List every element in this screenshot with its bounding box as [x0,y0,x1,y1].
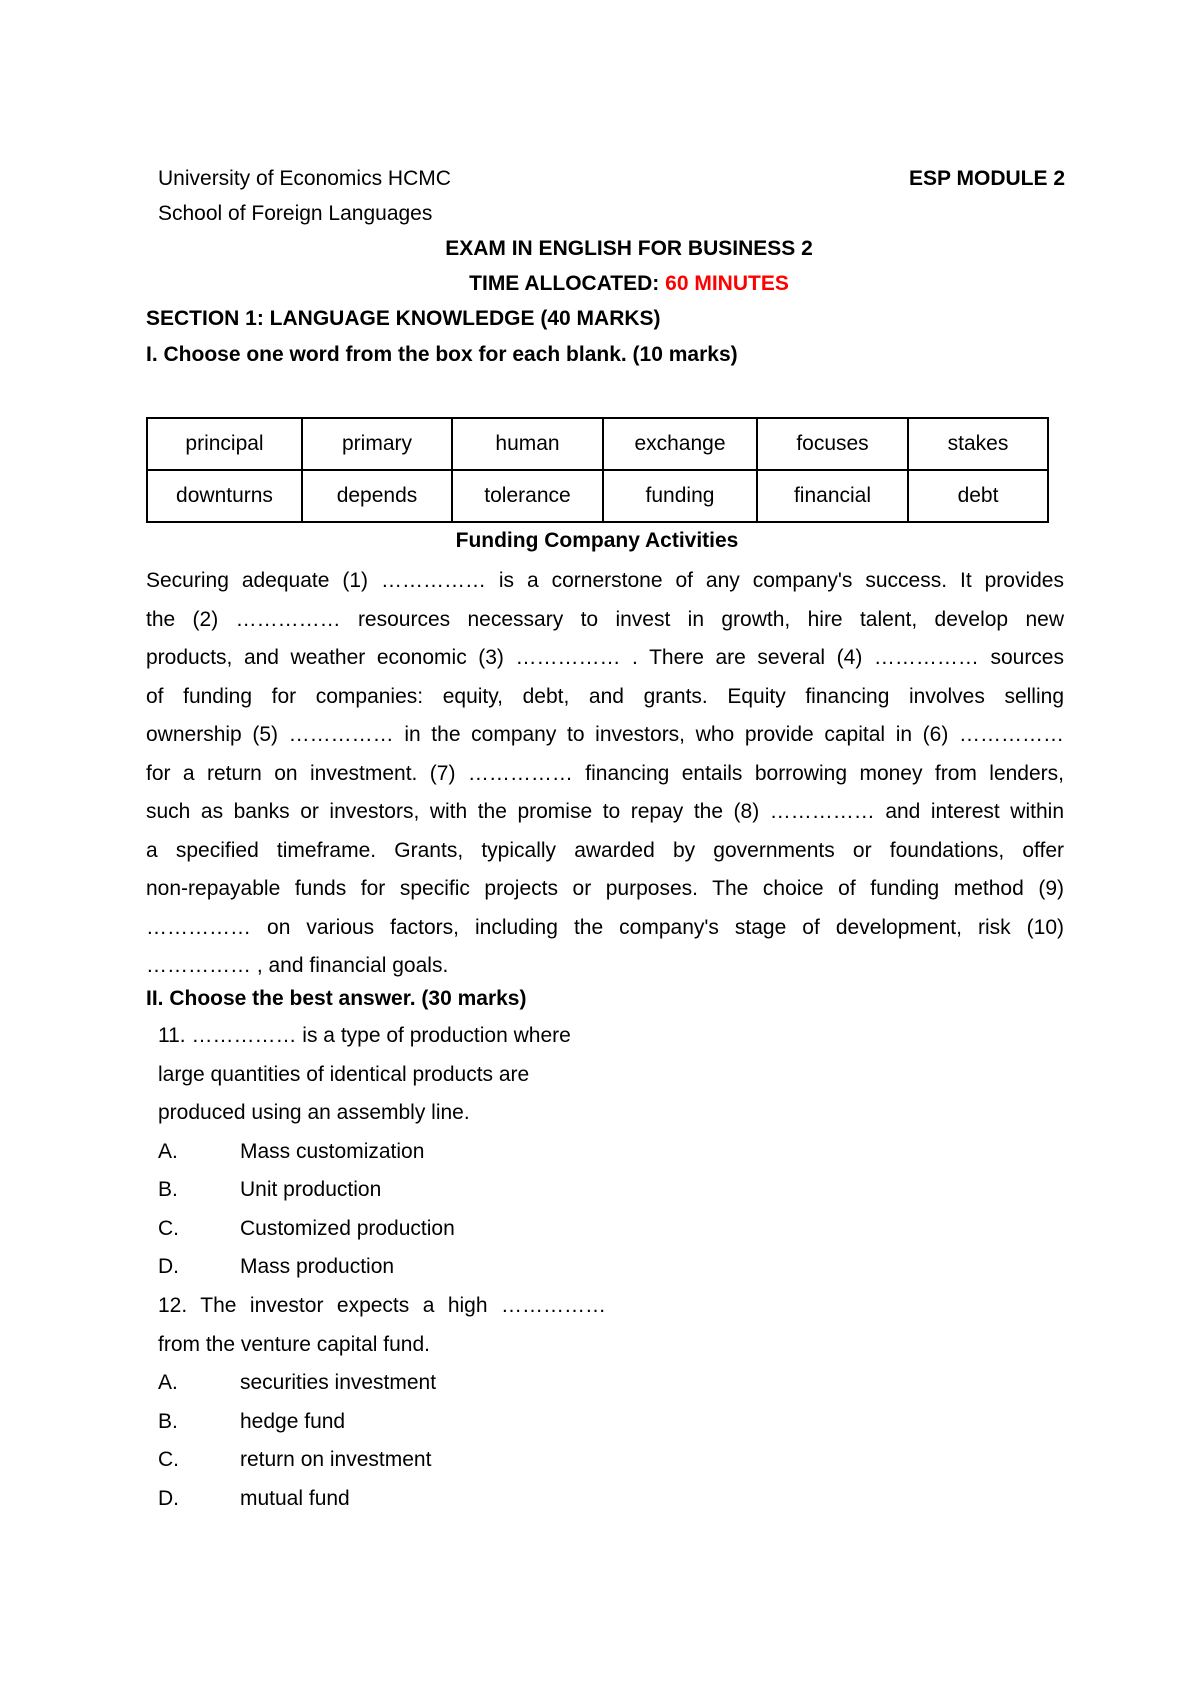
option-letter: C. [158,1216,179,1240]
option-letter: D. [158,1486,179,1510]
passage-line: such as banks or investors, with the promise to repay the (8) …………… and interest within [146,800,1064,823]
option-text: return on investment [240,1448,432,1471]
question-line: 11. …………… is a type of production where [158,1024,571,1047]
question-line: 12. The investor expects a high …………… [158,1294,606,1317]
option-text: Mass production [240,1255,395,1278]
option-letter: D. [158,1255,179,1278]
answer-option[interactable] [158,1403,618,1442]
passage [146,562,1064,986]
school-name: School of Foreign Languages [158,202,433,225]
word-cell: depends [302,470,452,522]
passage-title: Funding Company Activities [455,529,739,552]
word-cell: human [452,418,603,470]
option-text: Mass customization [240,1139,425,1163]
answer-option[interactable] [158,1248,618,1287]
option-letter: B. [158,1178,178,1201]
answer-option[interactable] [158,1441,618,1480]
time-label: TIME ALLOCATED: [469,272,666,295]
option-text: Unit production [240,1178,382,1201]
answer-option[interactable] [158,1171,618,1210]
part1-title: I. Choose one word from the box for each blank. (10 marks) [146,343,738,366]
answer-option[interactable] [158,1480,618,1519]
question-line: large quantities of identical products are [158,1062,530,1086]
answer-option[interactable] [158,1364,618,1403]
word-cell: downturns [147,470,302,522]
option-letter: A. [158,1371,178,1394]
word-cell: primary [302,418,452,470]
word-cell: funding [603,470,757,522]
option-text: securities investment [240,1371,437,1394]
option-text: hedge fund [240,1409,346,1433]
answer-option[interactable] [158,1133,618,1172]
passage-line: ownership (5) …………… in the company to investors, who provide capital in (6) …………… [146,723,1064,746]
answer-option[interactable] [158,1210,618,1249]
word-cell: principal [147,418,302,470]
word-box-row [147,470,1048,522]
word-cell: stakes [908,418,1048,470]
section-title: SECTION 1: LANGUAGE KNOWLEDGE (40 MARKS) [146,307,661,330]
exam-title: EXAM IN ENGLISH FOR BUSINESS 2 [445,237,813,260]
question-11 [158,1017,618,1287]
part2-title: II. Choose the best answer. (30 marks) [146,987,527,1010]
question-12 [158,1287,618,1518]
university-name: University of Economics HCMC [158,167,451,190]
option-letter: C. [158,1448,179,1471]
word-cell: debt [908,470,1048,522]
passage-line: a specified timeframe. Grants, typically awarded by governments or foundations, offer [146,838,1064,862]
word-box-row [147,418,1048,470]
question-line: from the venture capital fund. [158,1332,430,1356]
option-letter: A. [158,1139,178,1163]
option-text: mutual fund [240,1486,350,1510]
passage-line: of funding for companies: equity, debt, and grants. Equity financing involves selling [146,684,1064,708]
word-cell: tolerance [452,470,603,522]
word-cell: exchange [603,418,757,470]
word-cell: focuses [757,418,908,470]
passage-line: Securing adequate (1) …………… is a cornerstone of any company's success. It provides [146,569,1064,592]
passage-line: non-repayable funds for specific projects or purposes. The choice of funding method (9) [146,877,1064,900]
passage-line: …………… on various factors, including the company's stage of development, risk (10) [146,915,1064,939]
word-cell: financial [757,470,908,522]
module-label: ESP MODULE 2 [909,167,1065,190]
option-letter: B. [158,1409,178,1433]
passage-line: products, and weather economic (3) …………… . There are several (4) …………… sources [146,646,1064,669]
passage-line: for a return on investment. (7) …………… financing entails borrowing money from lenders, [146,761,1064,785]
passage-line: the (2) …………… resources necessary to invest in growth, hire talent, develop new [146,607,1064,631]
time-allocated [170,265,1088,303]
time-value: 60 MINUTES [665,272,789,295]
word-box [146,417,1049,523]
question-line: produced using an assembly line. [158,1101,470,1124]
passage-line: …………… , and financial goals. [146,954,449,977]
option-text: Customized production [240,1216,455,1240]
